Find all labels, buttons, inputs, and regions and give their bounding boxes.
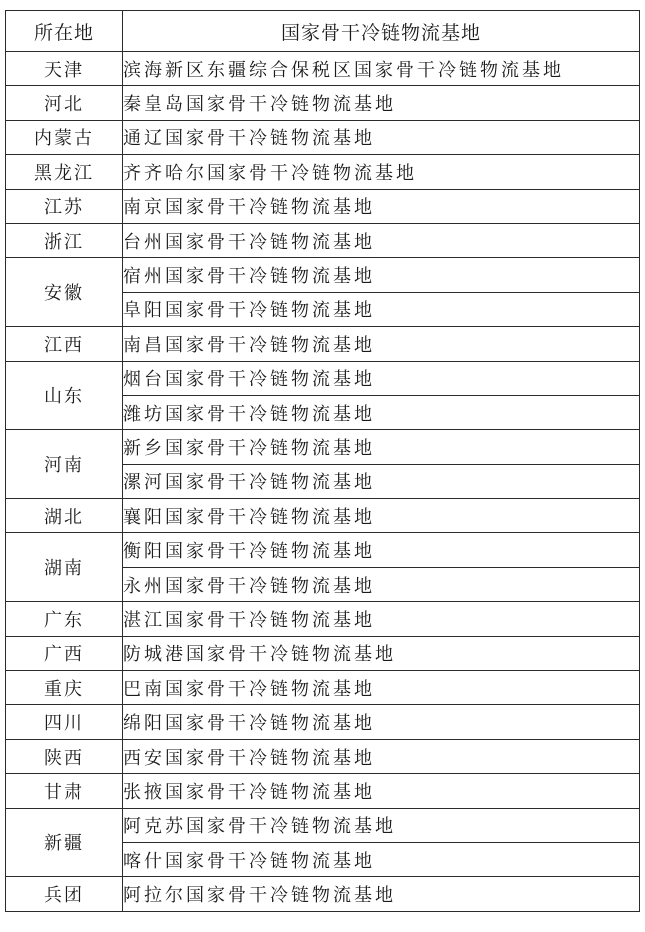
base-name-cell: 新乡国家骨干冷链物流基地 <box>123 430 640 464</box>
province-cell: 河南 <box>6 430 123 499</box>
base-name-cell: 襄阳国家骨干冷链物流基地 <box>123 499 640 533</box>
province-cell: 安徽 <box>6 258 123 327</box>
cold-chain-base-table <box>5 10 640 912</box>
table-row <box>6 671 640 705</box>
province-cell: 湖北 <box>6 499 123 533</box>
table-row <box>6 705 640 739</box>
table-row <box>6 739 640 773</box>
table-row <box>6 223 640 257</box>
province-cell: 内蒙古 <box>6 120 123 154</box>
table-row <box>6 52 640 86</box>
table-row <box>6 430 640 464</box>
base-name-cell: 漯河国家骨干冷链物流基地 <box>123 464 640 498</box>
province-cell: 湖南 <box>6 533 123 602</box>
province-cell: 兵团 <box>6 877 123 911</box>
header-location: 所在地 <box>6 11 123 52</box>
base-name-cell: 滨海新区东疆综合保税区国家骨干冷链物流基地 <box>123 52 640 86</box>
base-name-cell: 烟台国家骨干冷链物流基地 <box>123 361 640 395</box>
header-row <box>6 11 640 52</box>
base-name-cell: 通辽国家骨干冷链物流基地 <box>123 120 640 154</box>
base-name-cell: 喀什国家骨干冷链物流基地 <box>123 842 640 876</box>
province-cell: 广西 <box>6 636 123 670</box>
province-cell: 黑龙江 <box>6 155 123 189</box>
base-name-cell: 南京国家骨干冷链物流基地 <box>123 189 640 223</box>
table-row <box>6 602 640 636</box>
table-row <box>6 808 640 842</box>
province-cell: 河北 <box>6 86 123 120</box>
province-cell: 天津 <box>6 52 123 86</box>
base-name-cell: 宿州国家骨干冷链物流基地 <box>123 258 640 292</box>
table-row <box>6 361 640 395</box>
province-cell: 浙江 <box>6 223 123 257</box>
table-row <box>6 877 640 911</box>
province-cell: 江苏 <box>6 189 123 223</box>
base-name-cell: 衡阳国家骨干冷链物流基地 <box>123 533 640 567</box>
base-name-cell: 阿克苏国家骨干冷链物流基地 <box>123 808 640 842</box>
base-name-cell: 台州国家骨干冷链物流基地 <box>123 223 640 257</box>
base-name-cell: 巴南国家骨干冷链物流基地 <box>123 671 640 705</box>
base-name-cell: 阿拉尔国家骨干冷链物流基地 <box>123 877 640 911</box>
table-row <box>6 258 640 292</box>
province-cell: 陕西 <box>6 739 123 773</box>
base-name-cell: 湛江国家骨干冷链物流基地 <box>123 602 640 636</box>
province-cell: 山东 <box>6 361 123 430</box>
table-row <box>6 499 640 533</box>
table-row <box>6 774 640 808</box>
table-row <box>6 155 640 189</box>
base-name-cell: 永州国家骨干冷链物流基地 <box>123 567 640 601</box>
base-name-cell: 秦皇岛国家骨干冷链物流基地 <box>123 86 640 120</box>
base-name-cell: 齐齐哈尔国家骨干冷链物流基地 <box>123 155 640 189</box>
province-cell: 广东 <box>6 602 123 636</box>
table-row <box>6 636 640 670</box>
province-cell: 甘肃 <box>6 774 123 808</box>
base-name-cell: 张掖国家骨干冷链物流基地 <box>123 774 640 808</box>
province-cell: 新疆 <box>6 808 123 877</box>
table-row <box>6 327 640 361</box>
table-row <box>6 120 640 154</box>
base-name-cell: 西安国家骨干冷链物流基地 <box>123 739 640 773</box>
table-row <box>6 189 640 223</box>
table-body <box>6 52 640 912</box>
province-cell: 江西 <box>6 327 123 361</box>
base-name-cell: 南昌国家骨干冷链物流基地 <box>123 327 640 361</box>
base-name-cell: 绵阳国家骨干冷链物流基地 <box>123 705 640 739</box>
table-row <box>6 533 640 567</box>
province-cell: 四川 <box>6 705 123 739</box>
header-base-name: 国家骨干冷链物流基地 <box>123 11 640 52</box>
base-name-cell: 潍坊国家骨干冷链物流基地 <box>123 395 640 429</box>
base-name-cell: 防城港国家骨干冷链物流基地 <box>123 636 640 670</box>
province-cell: 重庆 <box>6 671 123 705</box>
base-name-cell: 阜阳国家骨干冷链物流基地 <box>123 292 640 326</box>
table-row <box>6 86 640 120</box>
